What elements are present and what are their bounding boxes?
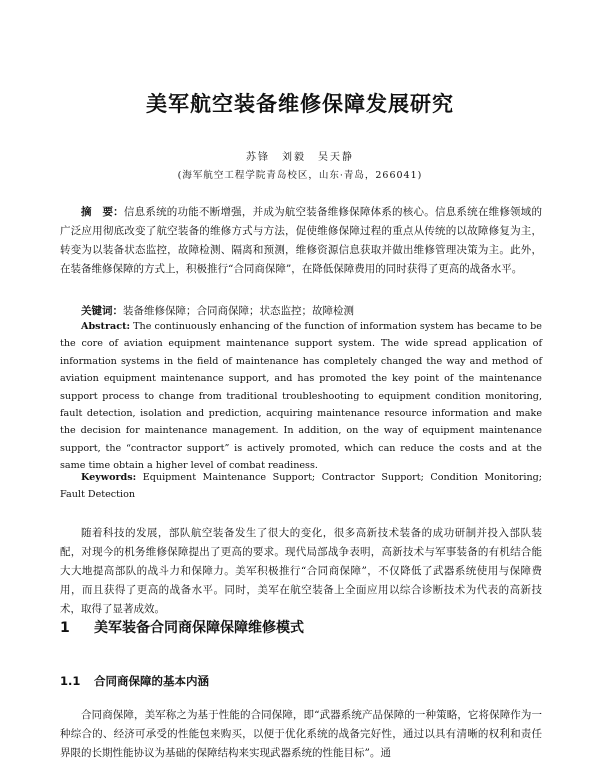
abstract-cn [60, 203, 542, 279]
section-1-1-number: 1.1 [60, 674, 81, 688]
paper-title: 美军航空装备维修保障发展研究 [146, 92, 454, 116]
keywords-cn-text: 装备维修保障；合同商保障；状态监控；故障检测 [123, 305, 354, 317]
abstract-en-text: The continuously enhancing of the function of information system has became to be the core of aviation equipment maintenance support system. The wide spread application of information systems in the field of maintenance has completely changed the way and method of aviation equipment maintenance support, and has promoted the key point of the maintenance support process to change from traditional troubleshooting to equipment condition monitoring, fault detection, isolation and prediction, acquiring maintenance resource information and make the decision for maintenance management. In addition, on the way of equipment maintenance support, the “contractor support” is actively promoted, which can reduce the costs and at the same time obtain a higher level of combat readiness. [60, 321, 542, 472]
keywords-cn-label: 关键词： [81, 305, 123, 317]
section-1-title: 美军装备合同商保障保障维修模式 [94, 620, 304, 636]
keywords-en-text: Equipment Maintenance Support; Contractor Support; Condition Monitoring; Fault Detection [60, 472, 543, 501]
abstract-en [60, 318, 542, 475]
intro-paragraph: 随着科技的发展，部队航空装备发生了很大的变化，很多高新技术装备的成功研制并投入部队装配，对现今的机务维修保障提出了更高的要求。现代局部战争表明，高新技术与军事装备的有机结合能大大地提高部队的战斗力和保障力。美军积极推行“合同商保障”，不仅降低了武器系统使用与保障费用，而且获得了更高的战备水平。同时，美军在航空装备上全面应用以综合诊断技术为代表的高新技术，取得了显著成效。 [60, 527, 542, 615]
section-1-heading [60, 617, 304, 637]
keywords-en [60, 469, 542, 504]
paper-affiliation: (海军航空工程学院青岛校区，山东·青岛，266041) [177, 170, 423, 181]
abstract-cn-label: 摘 要： [81, 206, 124, 218]
paper-authors: 苏锋 刘毅 吴天静 [246, 152, 354, 163]
abstract-en-label: Abstract: [81, 321, 131, 332]
section-1-1-title: 合同商保障的基本内涵 [94, 674, 209, 688]
abstract-cn-text: 信息系统的功能不断增强，并成为航空装备维修保障体系的核心。信息系统在维修领域的广泛应用彻底改变了航空装备的维修方式与方法，促使维修保障过程的重点从传统的以故障修复为主，转变为以装备状态监控，故障检测、隔离和预测，维修资源信息获取并做出维修管理决策为主。此外，在装备维修保障的方式上，积极推行“合同商保障”，在降低保障费用的同时获得了更高的战备水平。 [60, 206, 542, 275]
section-1-1-paragraph: 合同商保障，美军称之为基于性能的合同保障，即“武器系统产品保障的一种策略，它将保障作为一种综合的、经济可承受的性能包来购买，以便于优化系统的战备完好性，通过以具有清晰的权利和责任界限的长期性能协议为基础的保障结构来实现武器系统的性能目标”。通 [60, 709, 542, 759]
section-1-number: 1 [60, 620, 70, 636]
keywords-en-label: Keywords: [81, 472, 137, 483]
section-1-1-heading [60, 673, 209, 689]
